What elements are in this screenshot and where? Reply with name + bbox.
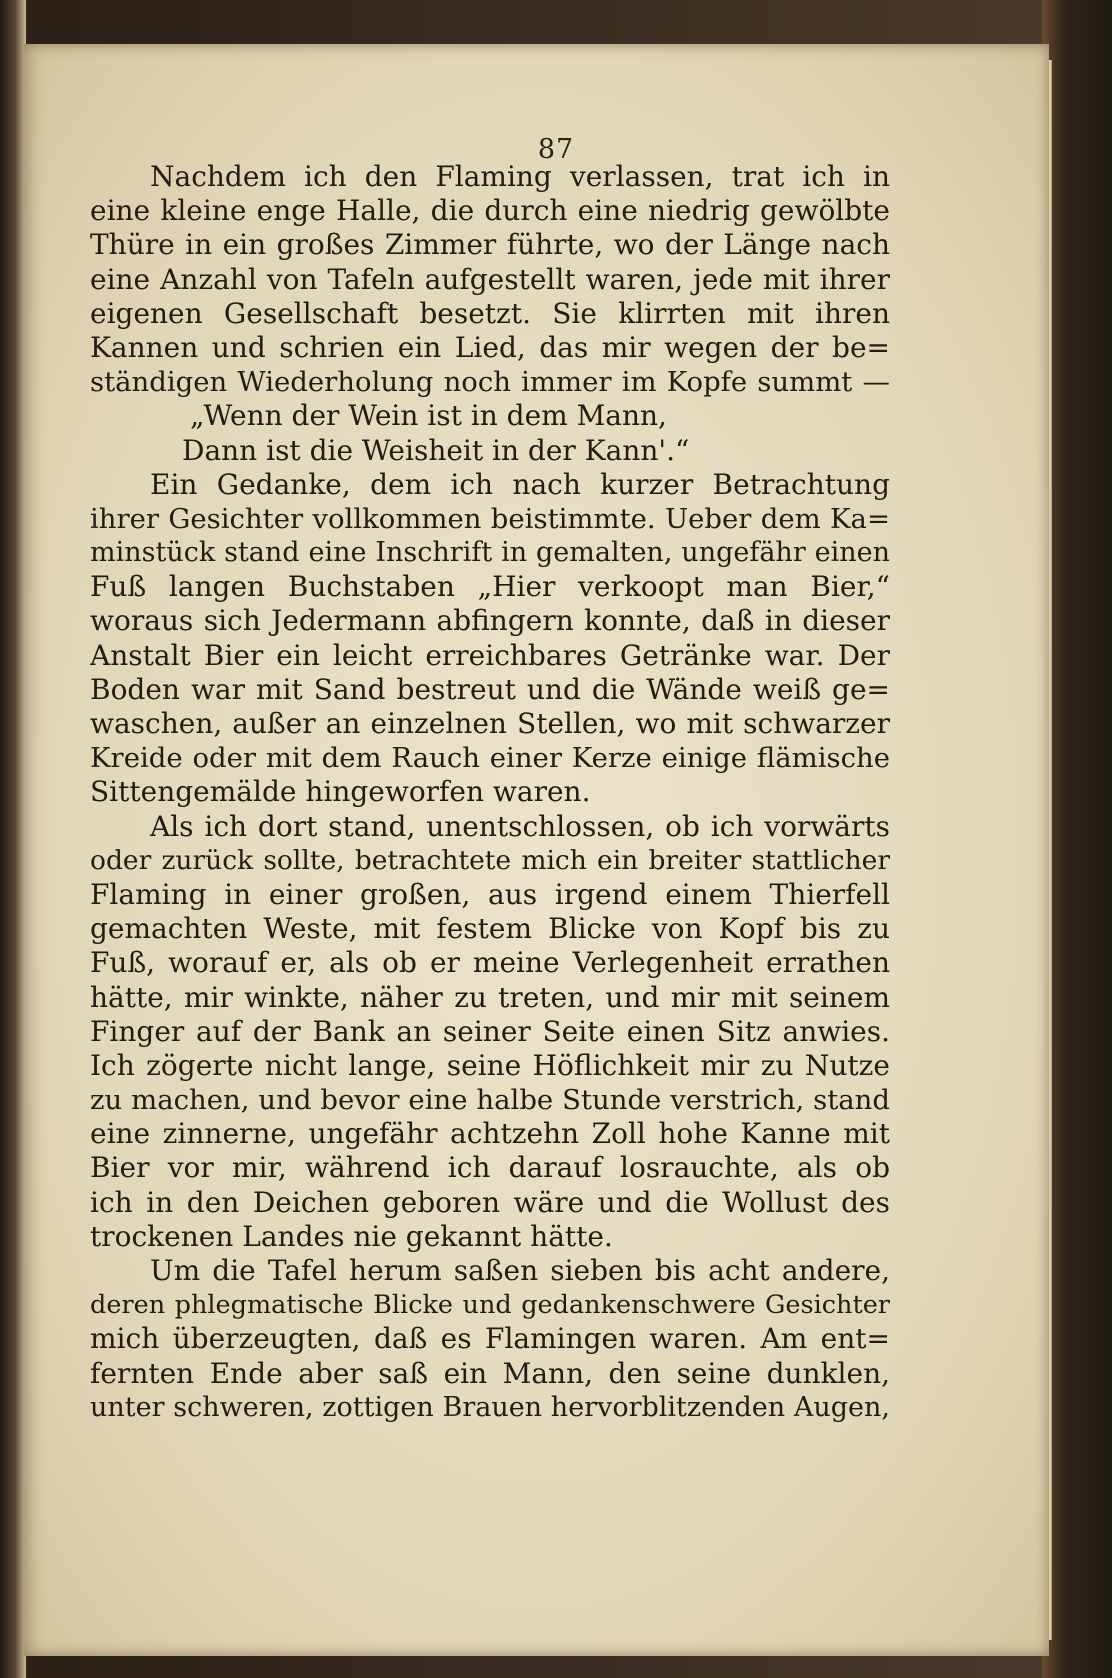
text-line: Thüre in ein großes Zimmer führte, wo der Länge nach [90,228,890,262]
text-line: ihrer Gesichter vollkommen beistimmte. Ueber dem Ka= [90,502,890,535]
text-line: eine zinnerne, ungefähr achtzehn Zoll hohe Kanne mit [90,1117,890,1151]
text-line: Kannen und schrien ein Lied, das mir wegen der be= [90,330,890,364]
book-cover-edge [1042,0,1112,1678]
text-line: mich überzeugten, daß es Flamingen waren. Am ent= [90,1322,890,1356]
text-line: zu machen, und bevor eine halbe Stunde verstrich, stand [90,1084,890,1117]
text-line: ständigen Wiederholung noch immer im Kopfe summt — [90,366,890,399]
text-line: oder zurück sollte, betrachtete mich ein breiter stattlicher [90,844,890,876]
text-line: eigenen Gesellschaft besetzt. Sie klirrten mit ihren [90,296,890,330]
book-spine [0,0,26,1678]
text-line: Ein Gedanke, dem ich nach kurzer Betrachtung [150,467,890,501]
text-line: deren phlegmatische Blicke und gedankenschwere Gesichter [90,1290,890,1321]
text-line: Fuß, worauf er, als ob er meine Verlegenheit errathen [90,946,890,980]
text-line: Boden war mit Sand bestreut und die Wände weiß ge= [90,672,890,706]
text-line: hätte, mir winkte, näher zu treten, und mir mit seinem [90,980,890,1014]
text-line: Nachdem ich den Flaming verlassen, trat ich in [150,160,890,193]
text-line: Fuß langen Buchstaben „Hier verkoopt man Bier,“ [90,570,890,604]
text-line: waschen, außer an einzelnen Stellen, wo mit schwarzer [90,707,890,740]
verse-line: „Wenn der Wein ist in dem Mann, [190,399,667,433]
text-line: Anstalt Bier ein leicht erreichbares Getränke war. Der [90,638,890,672]
verse-line: Dann ist die Weisheit in der Kann'.“ [182,433,690,467]
text-line: ich in den Deichen geboren wäre und die Wollust des [90,1185,890,1219]
text-line: Kreide oder mit dem Rauch einer Kerze einige flämische [90,742,890,775]
text-line: eine kleine enge Halle, die durch eine niedrig gewölbte [90,194,890,228]
text-line: unter schweren, zottigen Brauen hervorblitzenden Augen, [90,1391,890,1423]
text-line: minstück stand eine Inschrift in gemalten, ungefähr einen [90,537,890,569]
text-line: Ich zögerte nicht lange, seine Höflichkeit mir zu Nutze [90,1048,890,1082]
text-line: Finger auf der Bank an seiner Seite einen Sitz anwies. [90,1014,890,1048]
text-line: woraus sich Jedermann abfingern konnte, daß in dieser [90,604,890,638]
text-line: gemachten Weste, mit festem Blicke von Kopf bis zu [90,912,890,946]
text-line: fernten Ende aber saß ein Mann, den seine dunklen, [90,1356,890,1390]
body-text [90,160,890,1425]
text-line: Bier vor mir, während ich darauf losrauchte, als ob [90,1151,890,1185]
page-number: 87 [537,134,575,165]
text-line: Um die Tafel herum saßen sieben bis acht andere, [150,1254,890,1287]
text-line: trockenen Landes nie gekannt hätte. [90,1219,613,1253]
text-line: Als ich dort stand, unentschlossen, ob ich vorwärts [150,809,890,843]
text-line: eine Anzahl von Tafeln aufgestellt waren, jede mit ihrer [90,262,890,296]
text-line: Flaming in einer großen, aus irgend einem Thierfell [90,877,890,911]
text-line: Sittengemälde hingeworfen waren. [90,775,591,809]
